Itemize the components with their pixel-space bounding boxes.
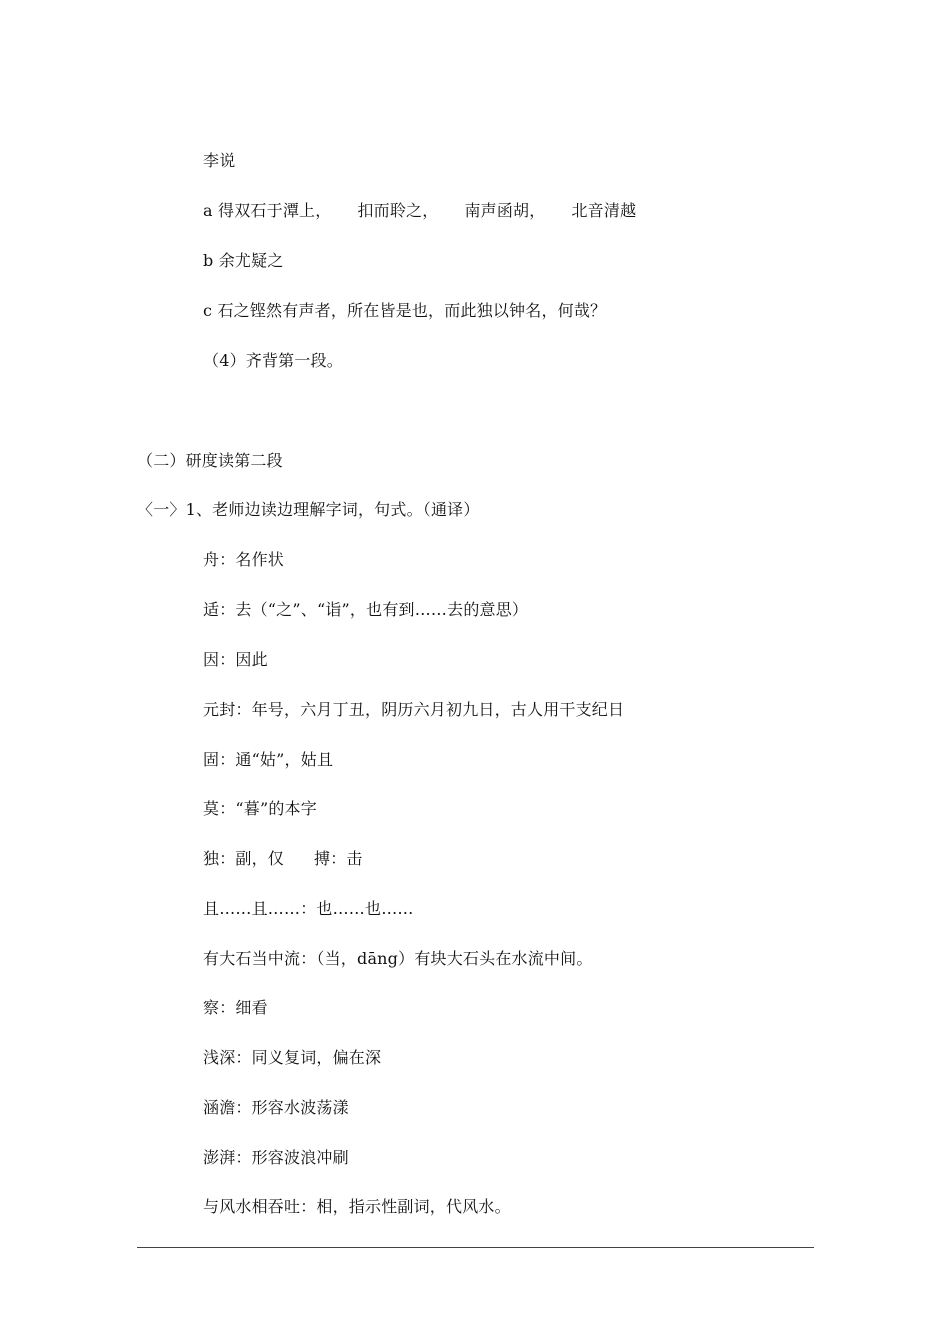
definition-item: 与风水相吞吐：相，指示性副词，代风水。: [203, 1197, 511, 1216]
definition-item: 有大石当中流：（当，dāng）有块大石头在水流中间。: [203, 949, 593, 968]
sentence-a: [203, 201, 636, 221]
definition-item: 舟：名作状: [203, 550, 285, 569]
definition-item: 察：细看: [203, 998, 268, 1017]
definition-item: 涵澹：形容水波荡漾: [203, 1098, 349, 1117]
definition-item: 元封：年号，六月丁丑，阴历六月初九日，古人用干支纪日: [203, 700, 625, 719]
sentence-a-part-4: 北音清越: [571, 201, 637, 220]
subsection-heading: 〈一〉1、老师边读边理解字词，句式。（通译）: [137, 500, 480, 519]
definition-pair-second: 搏：击: [314, 849, 363, 868]
sentence-a-part-2: 扣而聆之，: [357, 201, 439, 220]
sentence-a-part-1: a 得双石于潭上，: [203, 201, 332, 220]
definition-item: 且……且……：也……也……: [203, 899, 414, 918]
definition-item: 澎湃：形容波浪冲刷: [203, 1148, 349, 1167]
definition-item: 固：通“姑”，姑且: [203, 750, 334, 769]
sentence-b: b 余尤疑之: [203, 251, 284, 270]
step-4: （4）齐背第一段。: [203, 351, 343, 370]
section-heading: （二）研度读第二段: [137, 451, 283, 470]
sentence-c: c 石之铿然有声者，所在皆是也，而此独以钟名，何哉？: [203, 301, 607, 320]
footer-rule: [137, 1247, 814, 1248]
definition-item: 因：因此: [203, 650, 268, 669]
heading-li-shuo: 李说: [203, 151, 236, 170]
definition-item: 适：去（“之”、“诣”，也有到……去的意思）: [203, 600, 529, 619]
definition-item: 莫：“暮”的本字: [203, 799, 317, 818]
definition-pair: [203, 849, 363, 869]
definition-item: 浅深：同义复词，偏在深: [203, 1048, 382, 1067]
sentence-a-part-3: 南声函胡，: [464, 201, 546, 220]
definition-pair-first: 独：副，仅: [203, 849, 285, 868]
